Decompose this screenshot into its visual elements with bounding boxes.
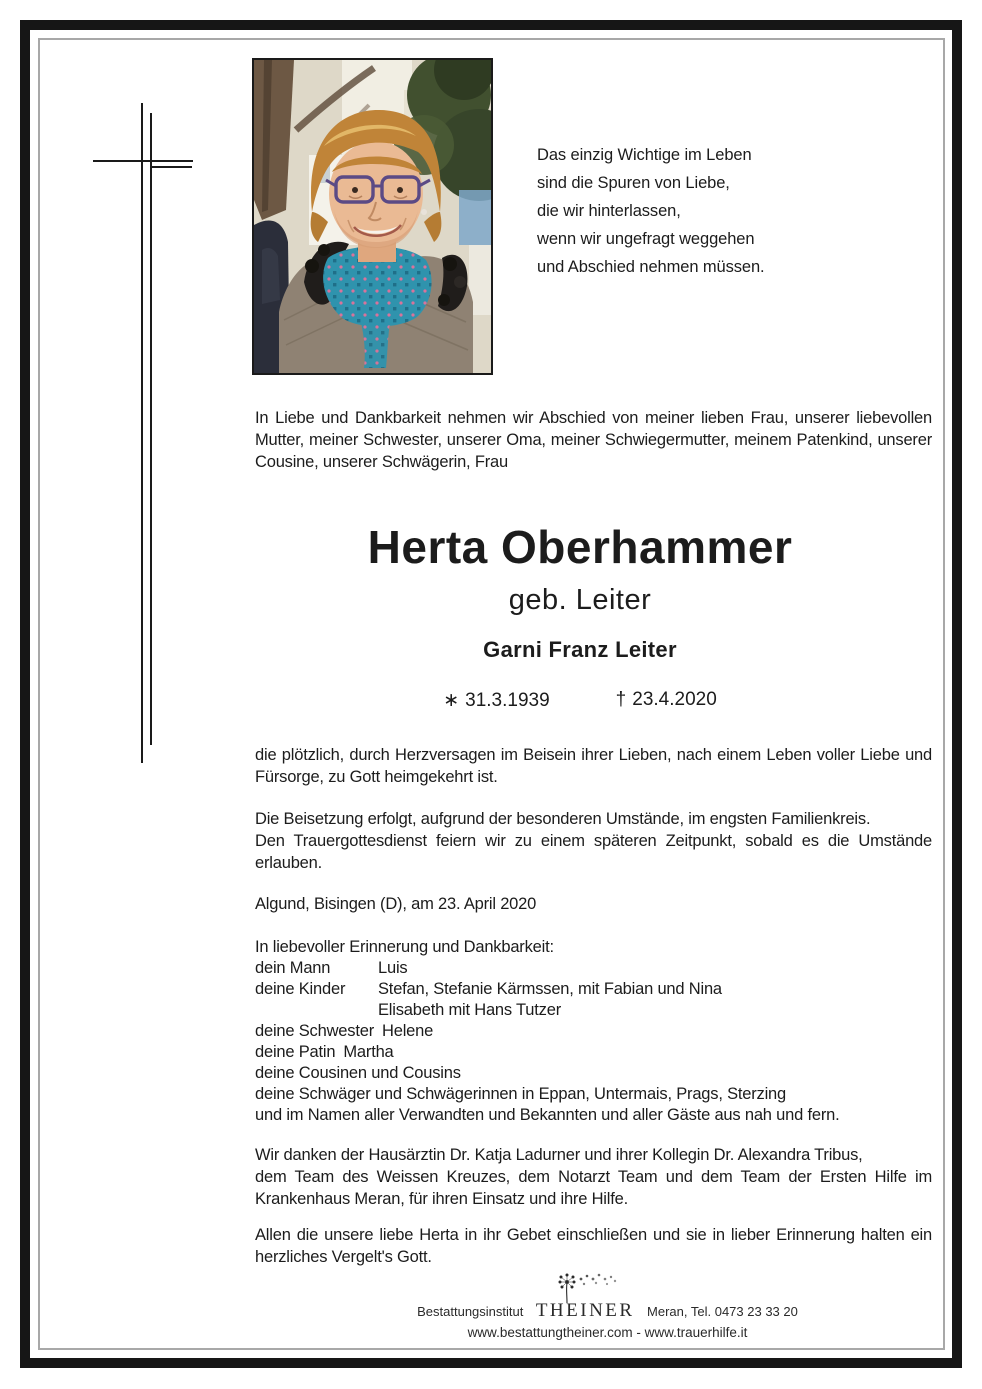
- family-row: [255, 1021, 932, 1042]
- footer: [255, 1272, 960, 1340]
- place-date-line: Algund, Bisingen (D), am 23. April 2020: [255, 895, 537, 913]
- family-value: Helene: [382, 1022, 434, 1040]
- family-extra-line: und im Namen aller Verwandten und Bekannten und aller Gäste aus nah und fern.: [255, 1106, 840, 1124]
- intro-paragraph: In Liebe und Dankbarkeit nehmen wir Abschied von meiner lieben Frau, unserer liebevollen Mutter, meiner Schwester, unserer Oma, meiner Schwiegermutter, meinem Patenkind, unserer Cousine, unserer Schwägerin, Frau: [255, 409, 932, 471]
- cross-vertical-secondary: [150, 113, 152, 745]
- family-value: Stefan, Stefanie Kärmssen, mit Fabian und Nina: [378, 980, 722, 998]
- family-row: [255, 958, 932, 979]
- family-value: Martha: [343, 1043, 394, 1061]
- thanks-block: [255, 1144, 932, 1210]
- life-dates: [255, 689, 905, 712]
- family-value: Elisabeth mit Hans Tutzer: [378, 1001, 561, 1019]
- birth-date-value: 31.3.1939: [465, 690, 550, 711]
- burial-block: [255, 808, 932, 874]
- dandelion-icon: [554, 1273, 618, 1303]
- cross-horizontal-secondary: [151, 166, 192, 168]
- family-label: deine Schwester: [255, 1022, 374, 1040]
- birth-date: [443, 689, 549, 712]
- cross-horizontal-main: [93, 160, 193, 162]
- portrait-illustration: [254, 60, 491, 373]
- residence-line: Garni Franz Leiter: [483, 637, 677, 662]
- portrait-photo: [252, 58, 493, 375]
- contact-info: Meran, Tel. 0473 23 33 20: [647, 1304, 798, 1319]
- service-paragraph: Den Trauergottesdienst feiern wir zu einem späteren Zeitpunkt, sobald es die Umstände erlauben.: [255, 832, 932, 872]
- brand-text: THEINER: [535, 1300, 635, 1321]
- family-row: [255, 979, 932, 1000]
- poem-line: wenn wir ungefragt weggehen: [537, 230, 755, 248]
- death-date-value: 23.4.2020: [632, 689, 717, 710]
- funeral-home-line: [255, 1300, 960, 1322]
- cross-vertical-main: [141, 103, 143, 763]
- deceased-name: Herta Oberhammer: [367, 521, 793, 573]
- family-extra-line: deine Cousinen und Cousins: [255, 1064, 461, 1082]
- poem-line: und Abschied nehmen müssen.: [537, 258, 765, 276]
- institute-label: Bestattungsinstitut: [417, 1304, 524, 1319]
- death-date: [616, 689, 717, 712]
- poem-line: die wir hinterlassen,: [537, 202, 681, 220]
- family-label: deine Patin: [255, 1043, 336, 1061]
- family-extra-line: deine Schwäger und Schwägerinnen in Eppan, Untermais, Prags, Sterzing: [255, 1085, 787, 1103]
- dagger-icon: †: [615, 689, 627, 710]
- birth-star-icon: ∗: [443, 690, 460, 711]
- closing-paragraph: Allen die unsere liebe Herta in ihr Gebet einschließen und sie in lieber Erinnerung halten ein herzliches Vergelt's Gott.: [255, 1226, 932, 1266]
- maiden-name: geb. Leiter: [508, 584, 652, 616]
- family-label: dein Mann: [255, 959, 331, 977]
- family-row: [255, 1042, 932, 1063]
- family-label: deine Kinder: [255, 980, 346, 998]
- thanks-paragraph: dem Team des Weissen Kreuzes, dem Notarzt Team und dem Team der Ersten Hilfe im Krankenhaus Meran, für ihren Einsatz und ihre Hilfe.: [255, 1168, 932, 1208]
- death-paragraph: die plötzlich, durch Herzversagen im Beisein ihrer Lieben, nach einem Leben voller Liebe und Fürsorge, zu Gott heimgekehrt ist.: [255, 746, 932, 786]
- family-row: [255, 1000, 932, 1021]
- family-value: Luis: [378, 959, 408, 977]
- poem-line: sind die Spuren von Liebe,: [537, 174, 730, 192]
- poem-line: Das einzig Wichtige im Leben: [537, 146, 752, 164]
- remembrance-heading: In liebevoller Erinnerung und Dankbarkeit:: [255, 938, 554, 956]
- burial-line: Die Beisetzung erfolgt, aufgrund der besonderen Umstände, im engsten Familienkreis.: [255, 810, 871, 828]
- websites-line: www.bestattungtheiner.com - www.trauerhilfe.it: [467, 1325, 748, 1340]
- family-list: [255, 958, 932, 1126]
- thanks-line: Wir danken der Hausärztin Dr. Katja Ladurner und ihrer Kollegin Dr. Alexandra Tribus,: [255, 1146, 863, 1164]
- poem: [537, 141, 765, 281]
- brand-name: [536, 1300, 635, 1322]
- deceased-block: [255, 521, 905, 712]
